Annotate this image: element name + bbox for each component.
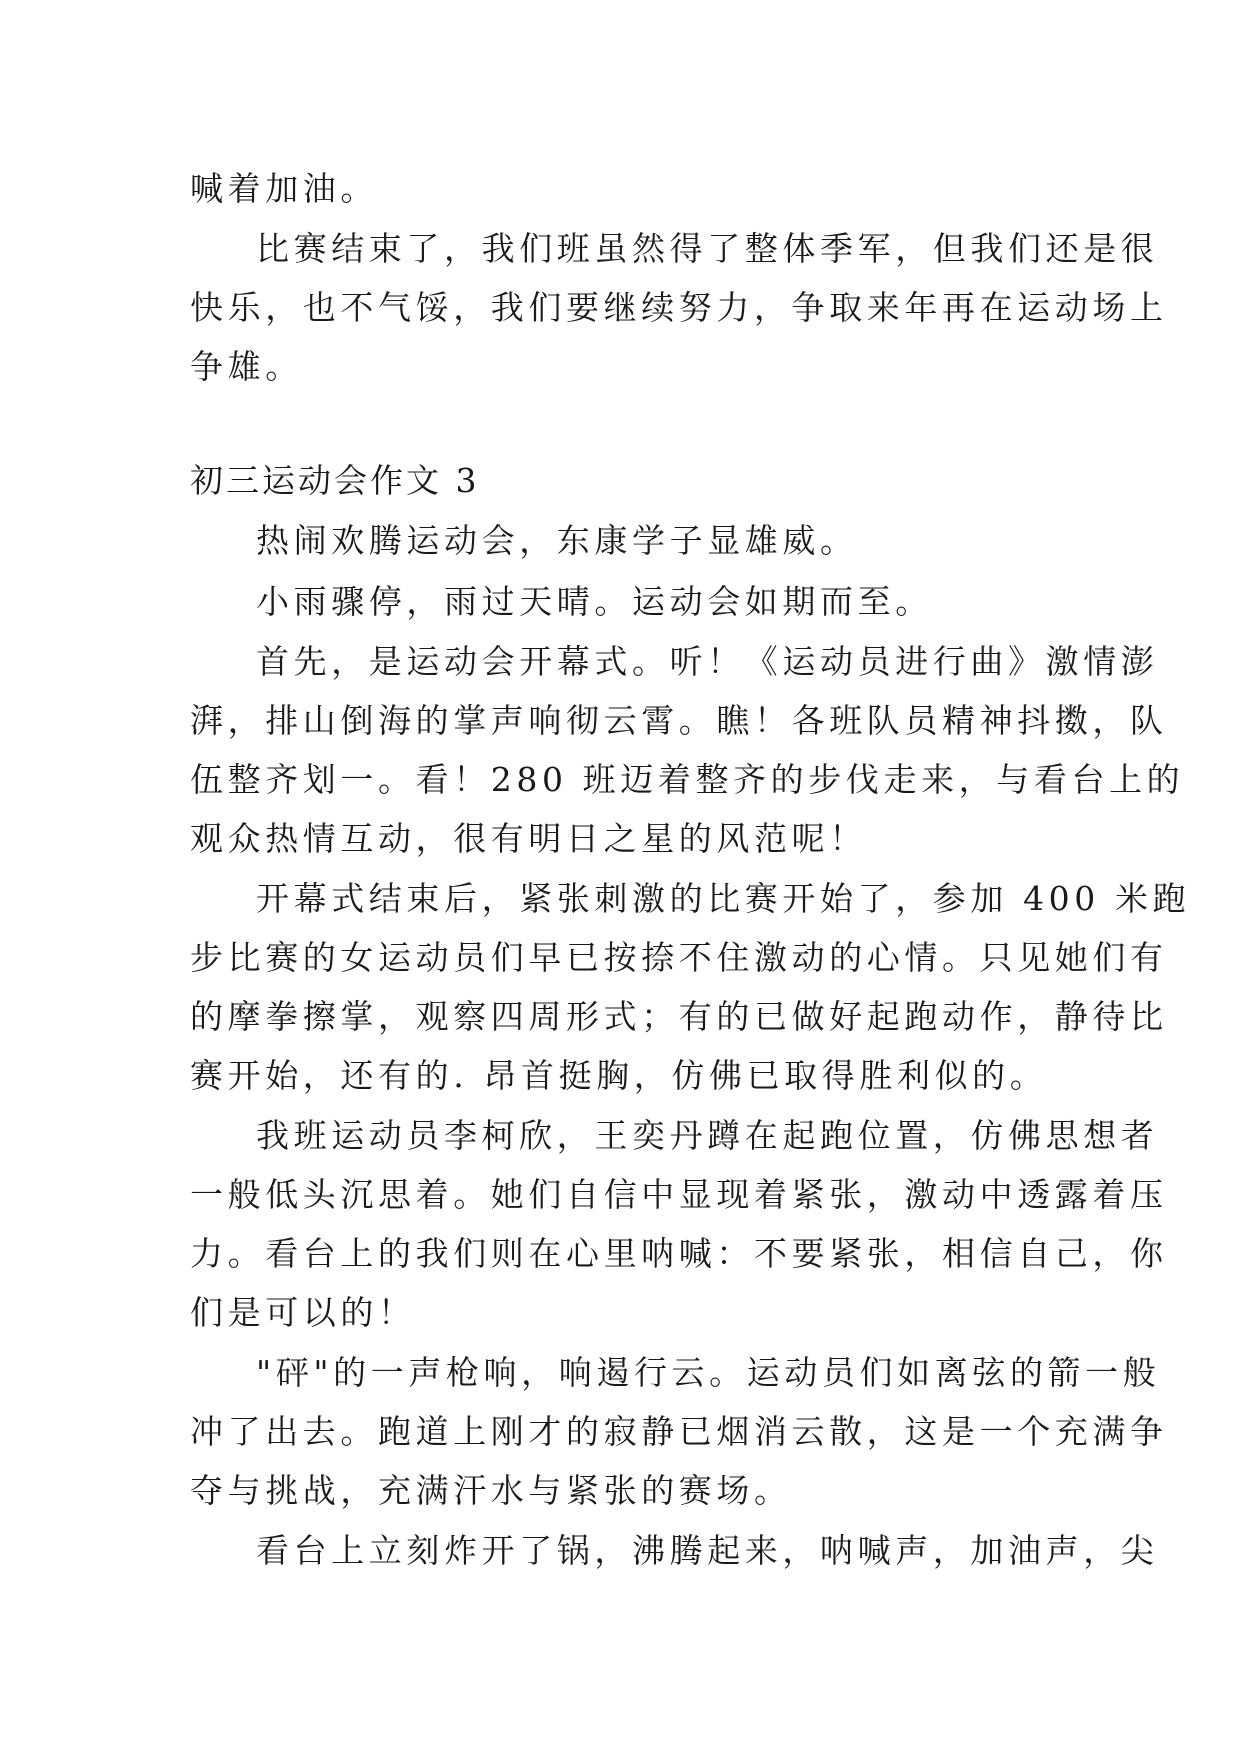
text-line: 湃，排山倒海的掌声响彻云霄。瞧！各班队员精神抖擞，队	[190, 701, 1168, 740]
text-line: 一般低头沉思着。她们自信中显现着紧张，激动中透露着压	[190, 1175, 1168, 1214]
text-line: 伍整齐划一。看！280 班迈着整齐的步伐走来，与看台上的	[190, 760, 1185, 799]
text-line: 力。看台上的我们则在心里呐喊：不要紧张，相信自己，你	[190, 1234, 1168, 1273]
text-line: 争雄。	[190, 347, 303, 386]
text-line: 夺与挑战，充满汗水与紧张的赛场。	[190, 1471, 792, 1510]
text-line: 喊着加油。	[190, 169, 378, 208]
paragraph-start-line: 比赛结束了，我们班虽然得了整体季军，但我们还是很	[256, 229, 1159, 268]
text-line: 冲了出去。跑道上刚才的寂静已烟消云散，这是一个充满争	[190, 1412, 1168, 1451]
section-title: 初三运动会作文 3	[190, 461, 480, 500]
paragraph-start-line: 热闹欢腾运动会，东康学子显雄威。	[256, 521, 858, 560]
paragraph-start-line: 首先，是运动会开幕式。听！《运动员进行曲》激情澎	[256, 642, 1159, 681]
paragraph-start-line: "砰"的一声枪响，响遏行云。运动员们如离弦的箭一般	[256, 1353, 1161, 1392]
paragraph-start-line: 小雨骤停，雨过天晴。运动会如期而至。	[256, 582, 933, 621]
text-line: 步比赛的女运动员们早已按捺不住激动的心情。只见她们有	[190, 938, 1168, 977]
paragraph-start-line: 开幕式结束后，紧张刺激的比赛开始了，参加 400 米跑	[256, 879, 1191, 918]
paragraph-start-line: 看台上立刻炸开了锅，沸腾起来，呐喊声，加油声，尖	[256, 1531, 1159, 1570]
text-line: 观众热情互动，很有明日之星的风范呢！	[190, 819, 867, 858]
text-line: 的摩拳擦掌，观察四周形式；有的已做好起跑动作，静待比	[190, 997, 1168, 1036]
text-line: 赛开始，还有的. 昂首挺胸，仿佛已取得胜利似的。	[190, 1056, 1048, 1095]
text-line: 们是可以的！	[190, 1293, 416, 1332]
text-line: 快乐，也不气馁，我们要继续努力，争取来年再在运动场上	[190, 288, 1168, 327]
paragraph-start-line: 我班运动员李柯欣，王奕丹蹲在起跑位置，仿佛思想者	[256, 1116, 1159, 1155]
